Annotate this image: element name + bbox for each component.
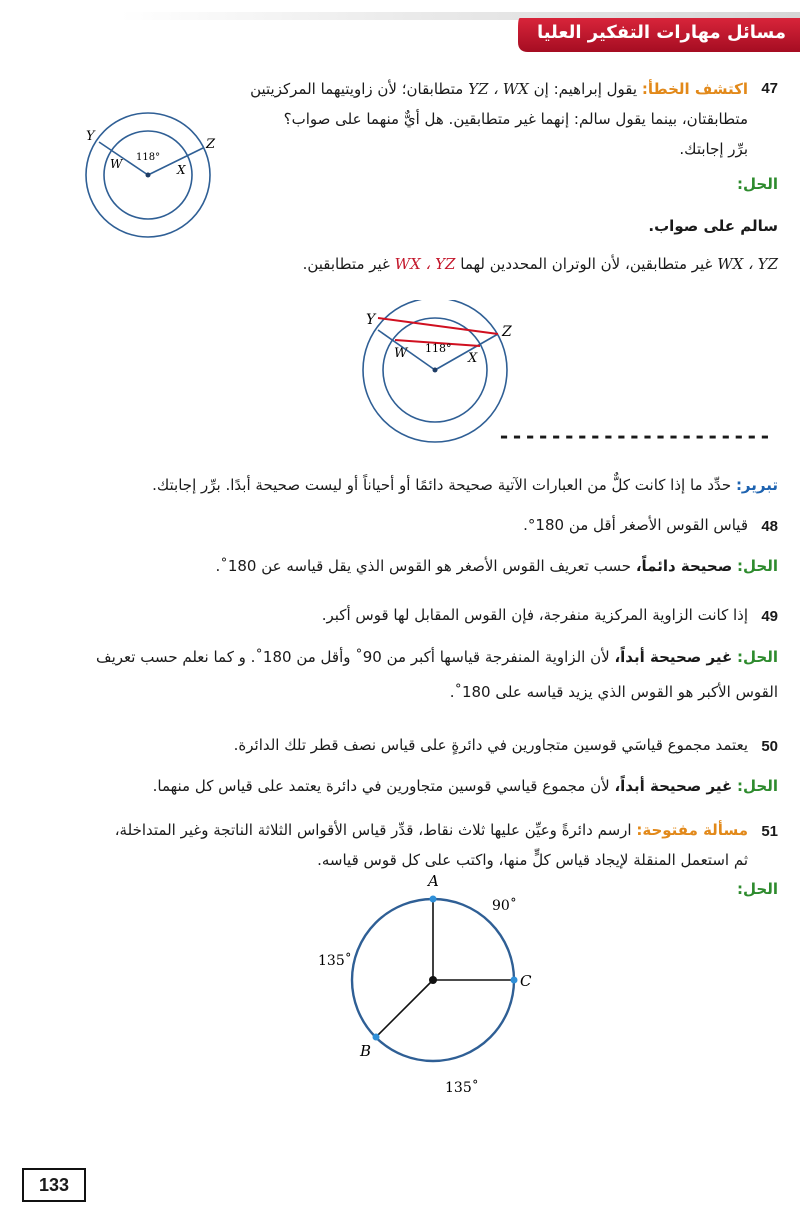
q47-explanation	[303, 253, 778, 276]
fig-label-y: Y	[86, 129, 95, 144]
fig-label-w: W	[110, 157, 123, 171]
q51-number: 51	[761, 823, 778, 840]
fig2-label-y: Y	[366, 312, 376, 328]
reasoning-keyword: تبرير:	[735, 476, 778, 494]
point-b	[373, 1034, 380, 1041]
q49-sol-text1: لأن الزاوية المنفرجة قياسها أكبر من 90˚ وأقل من 180˚. و كما نعلم حسب تعريف	[96, 648, 610, 666]
arc-ac-measure: 90˚	[492, 898, 517, 914]
page-number: 133	[38, 1174, 70, 1195]
fig-label-z: Z	[206, 137, 216, 152]
q47-explain-arcs: WX ، YZ	[717, 255, 778, 273]
q48-number: 48	[761, 518, 778, 535]
q47-keyword: اكتشف الخطأ:	[641, 80, 748, 98]
fig-angle: 118°	[136, 152, 161, 163]
q51-solution-label: الحل:	[737, 880, 778, 898]
q47-number: 47	[761, 80, 778, 97]
label-b: B	[360, 1042, 372, 1060]
label-a: A	[428, 872, 439, 890]
q49-solution-line2: القوس الأكبر هو القوس الذي يزيد قياسه على 180˚.	[449, 683, 778, 701]
point-a	[430, 896, 437, 903]
q47-explain-mid: غير متطابقين، لأن الوتران المحددين لهما	[460, 255, 713, 273]
chord-yz	[378, 318, 498, 334]
q51-line1-text: ارسم دائرةً وعيِّن عليها ثلاث نقاط، قدِّر قياس الأقواس الثلاثة الناتجة وغير المتداخلة،	[114, 821, 632, 839]
q47-explain-chords: WX ، YZ	[394, 255, 456, 273]
q47-figure	[78, 88, 228, 238]
fig2-label-z: Z	[502, 324, 512, 340]
point-c	[511, 977, 518, 984]
q47-line2: متطابقتان، بينما يقول سالم: إنهما غير متطابقين. هل أيٌّ منهما على صواب؟	[283, 110, 748, 128]
fig-label-x: X	[177, 163, 186, 177]
q51-figure	[300, 860, 560, 1100]
q49-number: 49	[761, 608, 778, 625]
q47-explain-end: غير متطابقين.	[302, 255, 390, 273]
q48-text: قياس القوس الأصغر أقل من 180°.	[523, 516, 748, 534]
header-title: مسائل مهارات التفكير العليا	[536, 22, 786, 43]
reasoning-line	[152, 474, 778, 497]
fig2-angle: 118°	[425, 342, 452, 355]
q47-answer: سالم على صواب.	[648, 217, 778, 235]
q47-line1-post: متطابقان؛ لأن زاويتيهما المركزيتين	[250, 80, 464, 98]
fig2-label-x: X	[468, 351, 478, 366]
header-banner	[0, 0, 800, 60]
q47-line1-pre: يقول إبراهيم: إن	[533, 80, 638, 98]
radius-b	[376, 980, 433, 1037]
q49-sol-label: الحل:	[737, 648, 778, 666]
reasoning-text: حدِّد ما إذا كانت كلٌّ من العبارات الآتية صحيحة دائمًا أو أحياناً أو ليست صحيحة أبدًا. برِّر إجابتك.	[152, 476, 732, 494]
q50-sol-label: الحل:	[737, 777, 778, 795]
q51-line2: ثم استعمل المنقلة لإيجاد قياس كلٍّ منها، واكتب على كل قوس قياسه.	[317, 851, 748, 869]
center-point	[146, 173, 151, 178]
q48-sol-label: الحل:	[737, 557, 778, 575]
q51-keyword: مسألة مفتوحة:	[636, 821, 748, 839]
q49-text: إذا كانت الزاوية المركزية منفرجة، فإن القوس المقابل لها قوس أكبر.	[321, 606, 748, 624]
q50-sol-text: لأن مجموع قياسي قوسين متجاورين في دائرة يعتمد على قياس كل منهما.	[152, 777, 610, 795]
q50-sol-bold: غير صحيحة أبداً،	[614, 777, 733, 795]
fig2-label-w: W	[394, 346, 408, 361]
q48-solution	[216, 555, 778, 578]
divider-dashes: ---------------------	[498, 424, 772, 448]
center-dot	[429, 976, 437, 984]
q48-sol-text: حسب تعريف القوس الأصغر هو القوس الذي يقل قياسه عن 180˚.	[215, 557, 632, 575]
q49-solution-line1	[96, 646, 778, 669]
q47-line1	[250, 78, 748, 101]
page-number-box	[22, 1168, 86, 1202]
q49-sol-bold: غير صحيحة أبداً،	[614, 648, 733, 666]
center-point-large	[433, 368, 438, 373]
q51-line1	[115, 819, 748, 842]
q47-line3: برِّر إجابتك.	[679, 140, 748, 158]
arc-ab-measure: 135˚	[318, 953, 352, 969]
q50-text: يعتمد مجموع قياسَي قوسين متجاورين في دائرةٍ على قياس نصف قطر تلك الدائرة.	[233, 736, 748, 754]
q48-sol-bold: صحيحة دائماً،	[635, 557, 733, 575]
q47-solution-label: الحل:	[737, 175, 778, 193]
q50-solution	[153, 775, 778, 798]
arc-bc-measure: 135˚	[445, 1080, 479, 1096]
q47-arcs: YZ ، WX	[468, 80, 529, 98]
q50-number: 50	[761, 738, 778, 755]
label-c: C	[520, 972, 532, 990]
